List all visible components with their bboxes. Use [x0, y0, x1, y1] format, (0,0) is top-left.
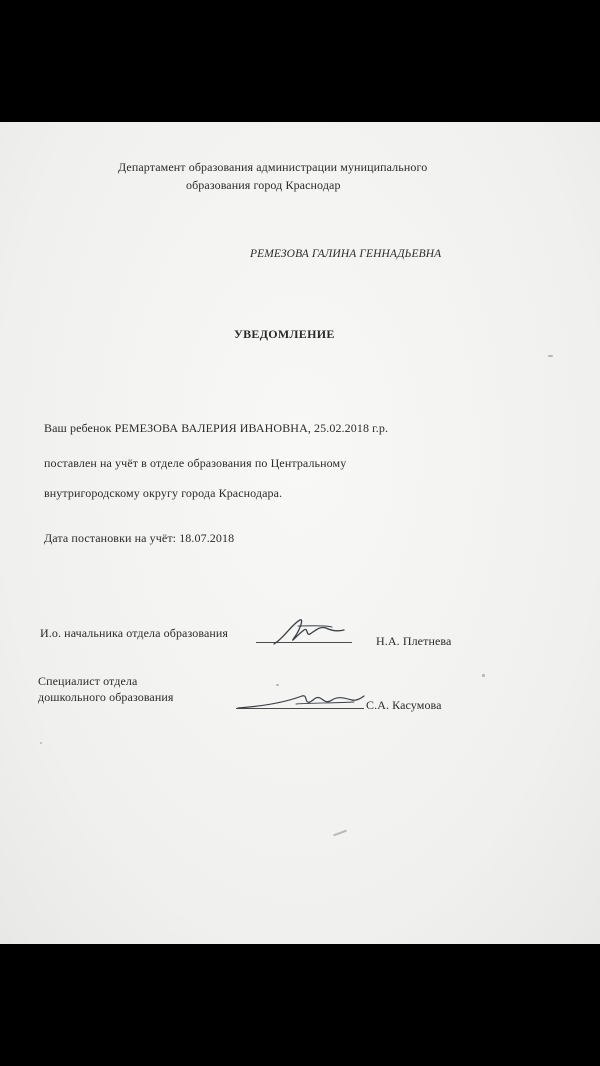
signatory-2-role-line-2: дошкольного образования	[38, 690, 174, 704]
scan-speck	[482, 674, 485, 677]
body-line-3: внутригородскому округу города Краснодара.	[44, 486, 283, 500]
registration-date: Дата постановки на учёт: 18.07.2018	[44, 531, 235, 545]
header-line-1: Департамент образования администрации муниципального	[118, 160, 428, 174]
scan-speck	[40, 742, 42, 744]
document-page	[0, 122, 600, 944]
scan-speck	[548, 355, 553, 357]
scan-speck	[333, 830, 347, 837]
document-title: УВЕДОМЛЕНИЕ	[234, 327, 335, 341]
signatory-1-name: Н.А. Плетнева	[376, 634, 452, 648]
signature-1-icon	[270, 616, 350, 650]
signatory-1-role: И.о. начальника отдела образования	[40, 626, 229, 640]
signature-2-icon	[236, 688, 368, 716]
header-line-2: образования город Краснодар	[186, 178, 341, 192]
recipient-name: РЕМЕЗОВА ГАЛИНА ГЕННАДЬЕВНА	[250, 248, 442, 260]
body-line-1: Ваш ребенок РЕМЕЗОВА ВАЛЕРИЯ ИВАНОВНА, 25.02.2018 г.р.	[44, 421, 389, 435]
scan-speck	[276, 684, 279, 686]
body-line-2: поставлен на учёт в отделе образования по Центральному	[44, 456, 347, 470]
signatory-2-role-line-1: Специалист отдела	[38, 674, 138, 688]
signatory-2-name: С.А. Касумова	[366, 698, 442, 712]
